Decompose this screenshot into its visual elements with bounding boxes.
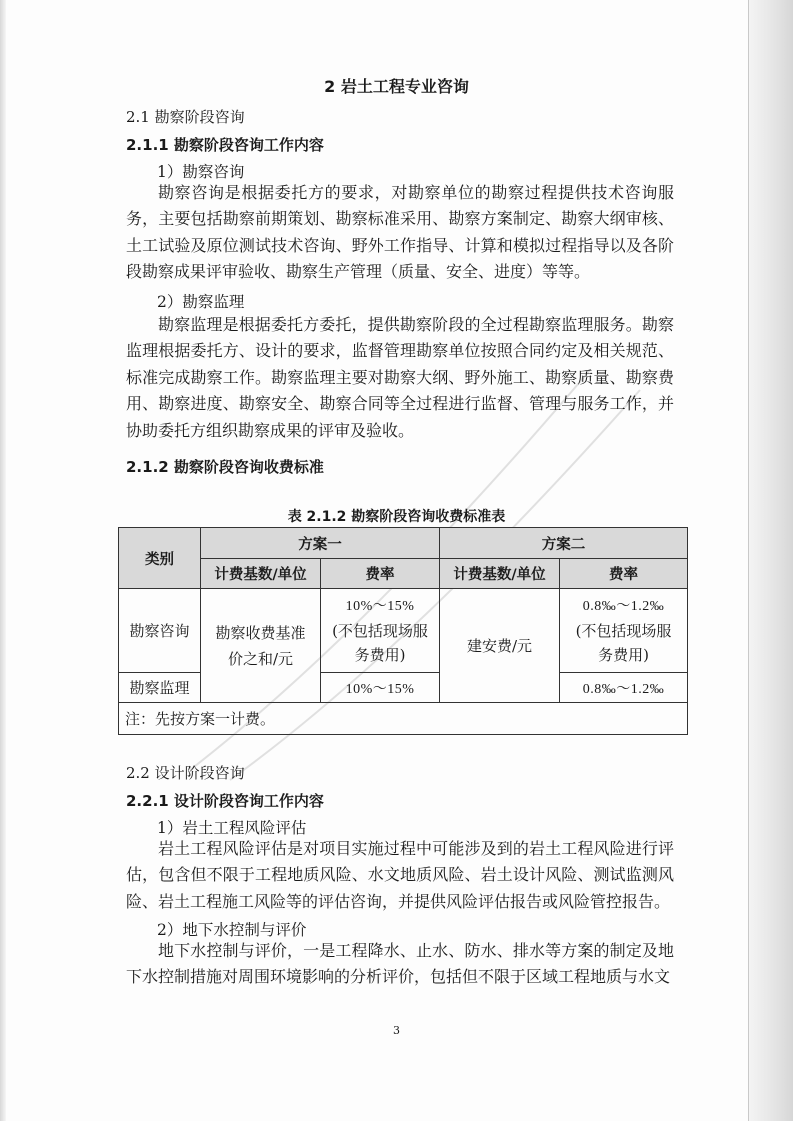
section-2-2-heading: 2.2 设计阶段咨询 (126, 764, 245, 782)
header-plan1-basis: 计费基数/单位 (201, 559, 321, 589)
table-note: 注：先按方案一计费。 (119, 703, 688, 735)
header-category: 类别 (119, 528, 201, 589)
table-row (119, 589, 688, 673)
chapter-title: 2 岩土工程专业咨询 (324, 77, 469, 96)
fee-standard-table (118, 527, 688, 735)
plan1-basis-cell (201, 589, 321, 703)
plan1-rate-note: (不包括现场服务费用) (332, 621, 428, 664)
scan-edge-left (0, 0, 6, 1121)
item-survey-supervision-text: 勘察监理是根据委托方委托，提供勘察阶段的全过程勘察监理服务。勘察监理根据委托方、设计的要求，监督管理勘察单位按照合同约定及相关规范、标准完成勘察工作。勘察监理主要对勘察大纲、野外施工、勘察质量、勘察费用、勘察进度、勘察安全、勘察合同等全过程进行监督、管理与服务工作，并协助委托方组织勘察成果的评审及验收。 (126, 315, 674, 440)
scan-edge-right (749, 0, 793, 1121)
section-2-2-1-heading: 2.2.1 设计阶段咨询工作内容 (126, 792, 324, 810)
page-number: 3 (393, 1024, 400, 1037)
item-groundwater-title: 2）地下水控制与评价 (157, 921, 307, 939)
plan1-rate-value: 10%～15% (345, 598, 415, 614)
section-2-1-2-heading: 2.1.2 勘察阶段咨询收费标准 (126, 458, 324, 476)
row-category: 勘察监理 (119, 673, 201, 703)
plan2-rate-cell (560, 589, 688, 673)
plan2-rate-value: 0.8‰～1.2‰ (560, 673, 688, 703)
section-2-1-heading: 2.1 勘察阶段咨询 (126, 108, 245, 126)
item-risk-assessment-text: 岩土工程风险评估是对项目实施过程中可能涉及到的岩土工程风险进行评估，包含但不限于工程地质风险、水文地质风险、岩土设计风险、测试监测风险、岩土工程施工风险等的评估咨询，并提供风险评估报告或风险管控报告。 (126, 839, 674, 911)
header-plan-1: 方案一 (201, 528, 440, 559)
plan2-rate-note: (不包括现场服务费用) (575, 621, 672, 664)
header-plan2-rate: 费率 (560, 559, 688, 589)
plan2-basis-cell: 建安费/元 (440, 589, 560, 703)
item-survey-supervision-title: 2）勘察监理 (157, 293, 245, 311)
item-survey-consulting-title: 1）勘察咨询 (157, 163, 245, 181)
plan2-rate-value: 0.8‰～1.2‰ (582, 598, 665, 614)
header-plan-2: 方案二 (440, 528, 688, 559)
item-risk-assessment-title: 1）岩土工程风险评估 (157, 819, 307, 837)
row-category: 勘察咨询 (119, 589, 201, 673)
item-survey-consulting-text: 勘察咨询是根据委托方的要求，对勘察单位的勘察过程提供技术咨询服务，主要包括勘察前期策划、勘察标准采用、勘察方案制定、勘察大纲审核、土工试验及原位测试技术咨询、野外工作指导、计算和模拟过程指导以及各阶段勘察成果评审验收、勘察生产管理（质量、安全、进度）等等。 (126, 183, 674, 282)
section-2-1-1-heading: 2.1.1 勘察阶段咨询工作内容 (126, 136, 324, 154)
table-caption: 表 2.1.2 勘察阶段咨询收费标准表 (287, 509, 506, 525)
plan1-basis-text: 勘察收费基准价之和/元 (215, 623, 306, 668)
header-plan1-rate: 费率 (321, 559, 440, 589)
header-plan2-basis: 计费基数/单位 (440, 559, 560, 589)
plan1-rate-value: 10%～15% (321, 673, 440, 703)
item-groundwater-text: 地下水控制与评价，一是工程降水、止水、防水、排水等方案的制定及地下水控制措施对周围环境影响的分析评价，包括但不限于区域工程地质与水文 (126, 941, 674, 987)
plan1-rate-cell (321, 589, 440, 673)
